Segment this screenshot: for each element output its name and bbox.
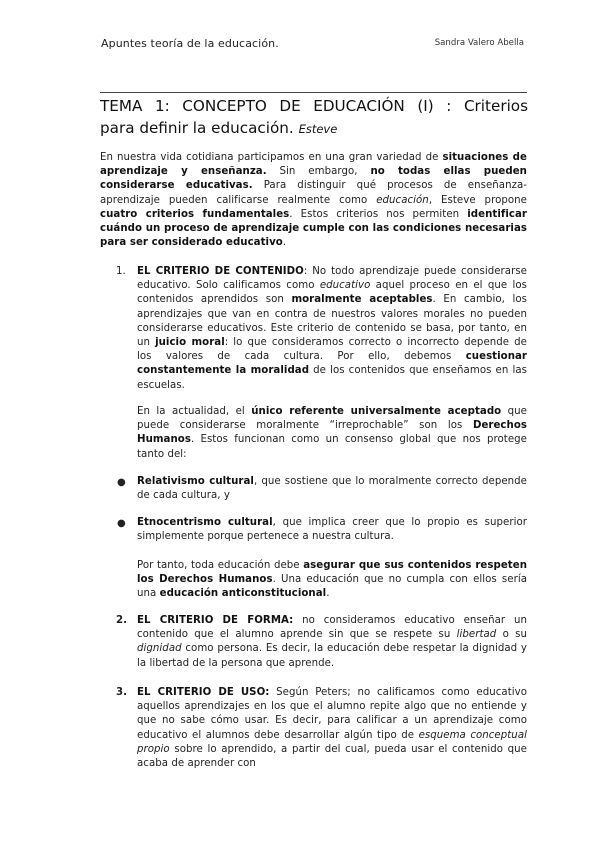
- header-course-title: Apuntes teoría de la educación.: [101, 37, 279, 50]
- criterio3-paragraph: EL CRITERIO DE USO: Según Peters; no calificamos como educativo aquellos aprendizajes en los que el alumno repite algo que no entiende y que no sabe cómo usar. Es decir, para calificar a un aprendizaje como educativo el alumnos debe desarrollar algún tipo de esquema conceptual propio sobre lo aprendido, a partir del cual, pueda usar el contenido que acaba de aprender con: [137, 687, 527, 770]
- bullet-relativismo: Relativismo cultural, que sostiene que lo moralmente correcto depende de cada cultura, y: [137, 476, 527, 502]
- criterio1-paragraph2: En la actualidad, el único referente universalmente aceptado que puede considerarse moralmente “irreprochable” son los Derechos Humanos. Estos funcionan como un consenso global que nos protege tanto del:: [137, 406, 528, 460]
- page-title-line2: [100, 118, 337, 140]
- title-rule: [100, 92, 527, 93]
- criterio1-number: 1.: [116, 266, 126, 277]
- criterio2-paragraph: EL CRITERIO DE FORMA: no consideramos educativo enseñar un contenido que el alumno aprende sin que se respete su libertad o su dignidad como persona. Es decir, la educación debe respetar la dignidad y la libertad de la persona que aprende.: [137, 615, 528, 669]
- title-text: para definir la educación.: [100, 119, 294, 137]
- criterio1-paragraph3: Por tanto, toda educación debe asegurar que sus contenidos respeten los Derechos Humanos. Una educación que no cumpla con ellos sería una educación anticonstitucional.: [137, 560, 527, 600]
- intro-paragraph: En nuestra vida cotidiana participamos en una gran variedad de situaciones de aprendizaje y enseñanza. Sin embargo, no todas ellas pueden considerarse educativas. Para distinguir qué procesos de enseñanza-aprendizaje pueden calificarse realmente como educación, Esteve propone cuatro criterios fundamentales. Estos criterios nos permiten identificar cuándo un proceso de aprendizaje cumple con las condiciones necesarias para ser considerado educativo.: [100, 152, 528, 249]
- bullet-etnocentrismo: Etnocentrismo cultural, que implica creer que lo propio es superior simplemente porque pertenece a nuestra cultura.: [137, 517, 527, 543]
- criterio3-number: 3.: [116, 687, 127, 698]
- bullet-icon: ●: [117, 518, 126, 529]
- page-title: TEMA 1: CONCEPTO DE EDUCACIÓN (I) : Criterios: [100, 97, 528, 115]
- bullet-icon: ●: [117, 477, 126, 488]
- criterio2-number: 2.: [116, 615, 127, 626]
- title-author: Esteve: [298, 122, 338, 136]
- header-author: Sandra Valero Abella: [434, 38, 524, 48]
- criterio1-paragraph: EL CRITERIO DE CONTENIDO: No todo aprendizaje puede considerarse educativo. Solo calificamos como educativo aquel proceso en el que los contenidos aprendidos son moralmente aceptables. En cambio, los aprendizajes que van en contra de nuestros valores morales no pueden considerarse educativos. Este criterio de contenido se basa, por tanto, en un juicio moral: lo que consideramos correcto o incorrecto depende de los valores de cada cultura. Por ello, debemos cuestionar constantemente la moralidad de los contenidos que enseñamos en las escuelas.: [137, 266, 528, 391]
